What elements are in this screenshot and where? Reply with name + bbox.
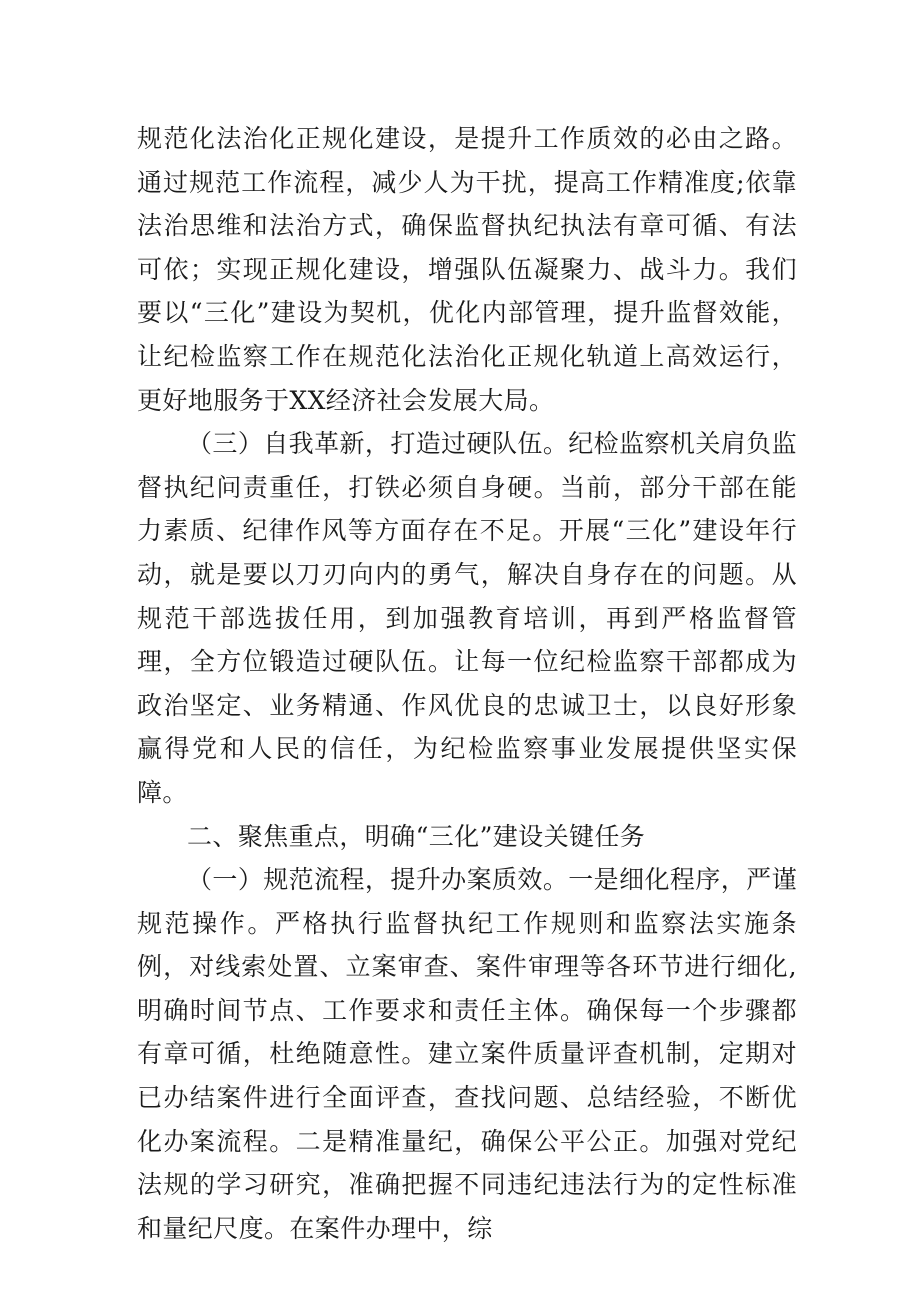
paragraph-rule-of-law: 规范化法治化正规化建设，是提升工作质效的必由之路。通过规范工作流程，减少人为干扰，提高工作精准度;依靠法治思维和法治方式，确保监督执纪执法有章可循、有法可依；实现正规化建设，增强队伍凝聚力、战斗力。我们要以“三化”建设为契机，优化内部管理，提升监督效能，让纪检监察工作在规范化法治化正规化轨道上高效运行，更好地服务于XX经济社会发展大局。 <box>137 124 797 415</box>
paragraph-standardize-process: （一）规范流程，提升办案质效。一是细化程序，严谨规范操作。严格执行监督执纪工作规则和监察法实施条例，对线索处置、立案审查、案件审理等各环节进行细化,明确时间节点、工作要求和责任主体。确保每一个步骤都有章可循，杜绝随意性。建立案件质量评查机制，定期对已办结案件进行全面评查，查找问题、总结经验，不断优化办案流程。二是精准量纪，确保公平公正。加强对党纪法规的学习研究，准确把握不同违纪违法行为的定性标准和量纪尺度。在案件办理中，综 <box>137 865 797 1243</box>
section-heading-key-tasks: 二、聚焦重点，明确“三化”建设关键任务 <box>187 821 646 851</box>
paragraph-self-reform: （三）自我革新，打造过硬队伍。纪检监察机关肩负监督执纪问责重任，打铁必须自身硬。当前，部分干部在能力素质、纪律作风等方面存在不足。开展“三化”建设年行动，就是要以刀刃向内的勇气，解决自身存在的问题。从规范干部选拔任用，到加强教育培训，再到严格监督管理，全方位锻造过硬队伍。让每一位纪检监察干部都成为政治坚定、业务精通、作风优良的忠诚卫士，以良好形象赢得党和人民的信任，为纪检监察事业发展提供坚实保障。 <box>137 429 797 807</box>
document-body <box>137 117 797 1250</box>
